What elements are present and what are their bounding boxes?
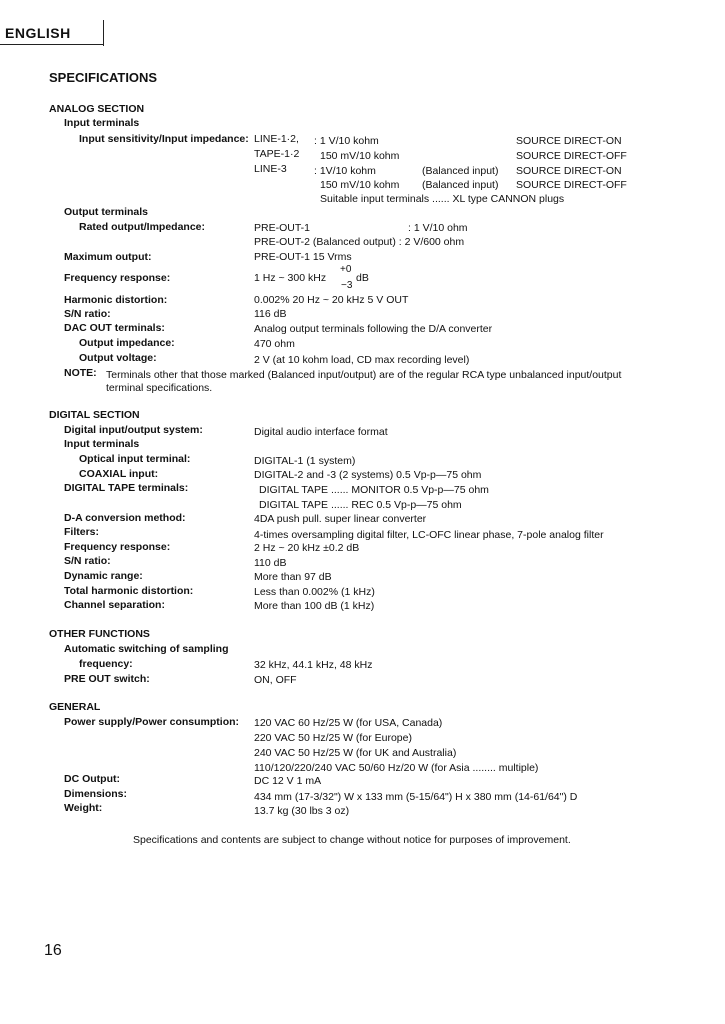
input-row-1-value: : 1 V/10 kohm [314, 135, 379, 147]
dimensions-value: 434 mm (17-3/32") W x 133 mm (5-15/64") H x 380 mm (14-61/64") D [254, 791, 578, 803]
dc-output-label: DC Output: [64, 773, 120, 785]
general-heading: GENERAL [49, 701, 101, 713]
note-line-2: terminal specifications. [106, 382, 213, 394]
footer-note: Specifications and contents are subject to change without notice for purposes of improvement. [133, 834, 571, 846]
preout1-label: PRE-OUT-1 [254, 222, 311, 234]
auto-switch-value: 32 kHz, 44.1 kHz, 48 kHz [254, 659, 373, 671]
digital-freq-value: 2 Hz ~ 20 kHz ±0.2 dB [254, 542, 360, 554]
input-row-3-value: : 1V/10 kohm [314, 165, 376, 177]
weight-label: Weight: [64, 802, 103, 814]
input-row-4-value: 150 mV/10 kohm [320, 179, 400, 191]
dc-output-value: DC 12 V 1 mA [254, 775, 322, 787]
input-row-3-terminal: LINE-3 [254, 163, 287, 175]
digital-tape-rec: DIGITAL TAPE ...... REC 0.5 Vp-p—75 ohm [259, 499, 462, 511]
input-sensitivity-label: Input sensitivity/Input impedance: [79, 133, 249, 145]
digital-freq-label: Frequency response: [64, 541, 171, 553]
harmonic-value: 0.002% 20 Hz ~ 20 kHz 5 V OUT [254, 294, 409, 306]
input-row-2-mode: SOURCE DIRECT-OFF [516, 150, 627, 162]
filters-label: Filters: [64, 526, 100, 538]
channel-sep-value: More than 100 dB (1 kHz) [254, 600, 375, 612]
filters-value: 4-times oversampling digital filter, LC-OFC linear phase, 7-pole analog filter [254, 529, 604, 541]
preout-switch-label: PRE OUT switch: [64, 673, 150, 685]
max-output-label: Maximum output: [64, 251, 152, 263]
analog-sn-value: 116 dB [254, 308, 287, 320]
analog-sn-label: S/N ratio: [64, 308, 111, 320]
auto-switch-label-1: Automatic switching of sampling [64, 643, 229, 655]
dac-out-value: Analog output terminals following the D/A converter [254, 323, 493, 335]
preout2-value: PRE-OUT-2 (Balanced output) : 2 V/600 ohm [254, 236, 465, 248]
note-label: NOTE: [64, 367, 97, 379]
preout1-value: : 1 V/10 ohm [408, 222, 468, 234]
input-row-1-terminal: LINE-1·2, [254, 133, 299, 145]
da-conversion-value: 4DA push pull. super linear converter [254, 513, 427, 525]
channel-sep-label: Channel separation: [64, 599, 165, 611]
digital-heading: DIGITAL SECTION [49, 409, 140, 421]
harmonic-label: Harmonic distortion: [64, 294, 168, 306]
rated-output-label: Rated output/Impedance: [79, 221, 206, 233]
output-voltage-label: Output voltage: [79, 352, 157, 364]
analog-freq-unit: dB [356, 272, 369, 284]
output-voltage-value: 2 V (at 10 kohm load, CD max recording level) [254, 354, 470, 366]
digital-io-value: Digital audio interface format [254, 426, 388, 438]
input-row-2-value: 150 mV/10 kohm [320, 150, 400, 162]
input-row-1-mode: SOURCE DIRECT-ON [516, 135, 622, 147]
dac-out-label: DAC OUT terminals: [64, 322, 165, 334]
power-value-1: 120 VAC 60 Hz/25 W (for USA, Canada) [254, 717, 443, 729]
thd-value: Less than 0.002% (1 kHz) [254, 586, 375, 598]
auto-switch-label-2: frequency: [79, 658, 133, 670]
coaxial-value: DIGITAL-2 and -3 (2 systems) 0.5 Vp-p—75 ohm [254, 469, 482, 481]
optical-label: Optical input terminal: [79, 453, 191, 465]
page-title: SPECIFICATIONS [49, 70, 158, 85]
analog-input-terminals: Input terminals [64, 117, 140, 129]
da-conversion-label: D-A conversion method: [64, 512, 186, 524]
power-value-4: 110/120/220/240 VAC 50/60 Hz/20 W (for Asia ........ multiple) [254, 762, 539, 774]
analog-freq-label: Frequency response: [64, 272, 171, 284]
digital-sn-label: S/N ratio: [64, 555, 111, 567]
input-row-2-terminal: TAPE-1·2 [254, 148, 300, 160]
max-output-value: PRE-OUT-1 15 Vrms [254, 251, 352, 263]
output-impedance-label: Output impedance: [79, 337, 175, 349]
input-row-3-mode: SOURCE DIRECT-ON [516, 165, 622, 177]
thd-label: Total harmonic distortion: [64, 585, 194, 597]
note-line-1: Terminals other that those marked (Balanced input/output) are of the regular RCA type unbalanced input/output [106, 369, 622, 381]
other-heading: OTHER FUNCTIONS [49, 628, 150, 640]
language-tab [0, 0, 104, 46]
analog-heading: ANALOG SECTION [49, 103, 145, 115]
analog-output-terminals: Output terminals [64, 206, 149, 218]
output-impedance-value: 470 ohm [254, 338, 295, 350]
digital-input-terminals: Input terminals [64, 438, 140, 450]
dimensions-label: Dimensions: [64, 788, 128, 800]
preout-switch-value: ON, OFF [254, 674, 297, 686]
power-label: Power supply/Power consumption: [64, 716, 240, 728]
language-label: ENGLISH [5, 25, 71, 41]
analog-freq-minus: −3 [341, 280, 353, 291]
tab-border-vertical [103, 20, 104, 46]
digital-sn-value: 110 dB [254, 557, 287, 569]
tab-border-horizontal [0, 44, 104, 45]
digital-io-label: Digital input/output system: [64, 424, 203, 436]
digital-tape-label: DIGITAL TAPE terminals: [64, 482, 189, 494]
page-number: 16 [44, 942, 62, 959]
analog-freq-plus: +0 [340, 264, 352, 275]
power-value-2: 220 VAC 50 Hz/25 W (for Europe) [254, 732, 412, 744]
dynamic-range-label: Dynamic range: [64, 570, 143, 582]
input-row-4-mode: SOURCE DIRECT-OFF [516, 179, 627, 191]
coaxial-label: COAXIAL input: [79, 468, 159, 480]
input-row-3-note: (Balanced input) [422, 165, 499, 177]
optical-value: DIGITAL-1 (1 system) [254, 455, 356, 467]
analog-freq-value: 1 Hz ~ 300 kHz [254, 272, 327, 284]
suitable-terminals: Suitable input terminals ...... XL type CANNON plugs [320, 193, 565, 205]
weight-value: 13.7 kg (30 lbs 3 oz) [254, 805, 350, 817]
dynamic-range-value: More than 97 dB [254, 571, 332, 583]
digital-tape-monitor: DIGITAL TAPE ...... MONITOR 0.5 Vp-p—75 ohm [259, 484, 489, 496]
power-value-3: 240 VAC 50 Hz/25 W (for UK and Australia) [254, 747, 457, 759]
input-row-4-note: (Balanced input) [422, 179, 499, 191]
